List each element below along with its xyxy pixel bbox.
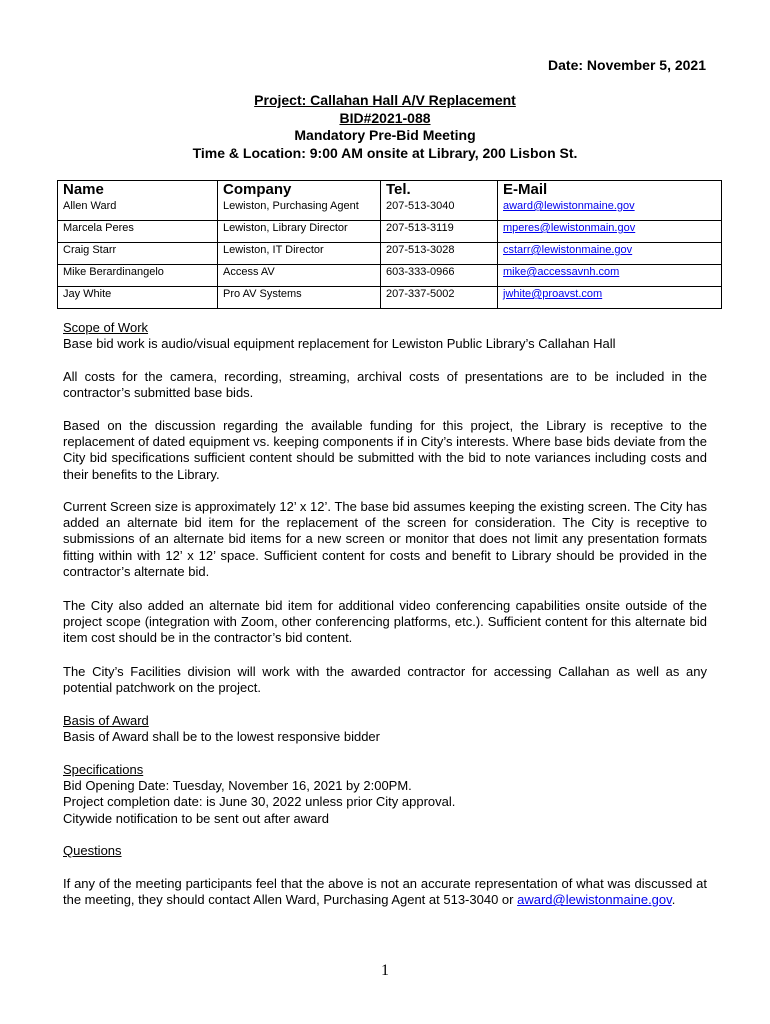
bid-number: BID#2021-088 — [339, 109, 431, 126]
questions-text: If any of the meeting participants feel that the above is not an accurate representation of what was discussed at the meeting, they should contact Allen Ward, Purchasing Agent at 513-3040 or — [63, 876, 707, 908]
attendee-email-link[interactable]: jwhite@proavst.com — [503, 288, 603, 300]
attendee-tel: 207-337-5002 — [381, 287, 498, 309]
attendee-company: Access AV — [218, 265, 381, 287]
attendee-name: Jay White — [58, 287, 218, 309]
attendee-email-link[interactable]: mperes@lewistonmain.gov — [503, 222, 636, 234]
questions-paragraph — [63, 876, 707, 908]
attendee-name: Mike Berardinangelo — [58, 265, 218, 287]
table-row — [58, 243, 722, 265]
attendee-tel: 603-333-0966 — [381, 265, 498, 287]
questions-heading-text: Questions — [63, 843, 122, 858]
award-heading: Basis of Award — [63, 713, 149, 728]
attendee-table — [57, 180, 722, 309]
table-row — [58, 265, 722, 287]
meeting-title: Mandatory Pre-Bid Meeting — [294, 127, 476, 143]
scope-paragraph-conferencing: The City also added an alternate bid item for additional video conferencing capabilities onsite outside of the project scope (integration with Zoom, other conferencing platforms, etc.). Sufficient content for this alternate bid item cost should be in the contractor’s bid content. — [63, 598, 707, 646]
page-number: 1 — [381, 962, 389, 979]
project-title: Project: Callahan Hall A/V Replacement — [254, 92, 516, 108]
scope-paragraph-costs: All costs for the camera, recording, streaming, archival costs of presentations are to be included in the contractor’s submitted base bids. — [63, 369, 707, 401]
scope-section — [63, 320, 707, 352]
attendee-name: Craig Starr — [58, 243, 218, 265]
time-location: Time & Location: 9:00 AM onsite at Library, 200 Lisbon St. — [192, 144, 578, 161]
questions-end: . — [671, 892, 676, 908]
document-header — [0, 92, 770, 162]
attendee-email-link[interactable]: award@lewistonmaine.gov — [503, 200, 635, 212]
column-header-email: E-Mail — [498, 181, 722, 200]
document-date: Date: November 5, 2021 — [548, 57, 706, 73]
award-text: Basis of Award shall be to the lowest responsive bidder — [63, 729, 380, 745]
attendee-email-link[interactable]: mike@accessavnh.com — [503, 266, 620, 278]
contact-email-link[interactable]: award@lewistonmaine.gov — [517, 892, 672, 908]
attendee-company: Pro AV Systems — [218, 287, 381, 309]
specifications-heading: Specifications — [63, 762, 144, 777]
questions-heading — [63, 843, 707, 859]
table-row — [58, 221, 722, 243]
scope-heading: Scope of Work — [63, 320, 149, 335]
attendee-company: Lewiston, Purchasing Agent — [218, 199, 381, 221]
column-header-name: Name — [58, 181, 218, 200]
column-header-tel: Tel. — [381, 181, 498, 200]
attendee-name: Marcela Peres — [58, 221, 218, 243]
attendee-email-link[interactable]: cstarr@lewistonmaine.gov — [503, 244, 633, 256]
project-completion-date: Project completion date: is June 30, 2022 unless prior City approval. — [63, 794, 456, 810]
attendee-company: Lewiston, IT Director — [218, 243, 381, 265]
table-row — [58, 287, 722, 309]
attendee-tel: 207-513-3028 — [381, 243, 498, 265]
attendee-name: Allen Ward — [58, 199, 218, 221]
specifications-section — [63, 762, 707, 827]
award-section — [63, 713, 707, 745]
attendee-tel: 207-513-3040 — [381, 199, 498, 221]
table-row — [58, 199, 722, 221]
column-header-company: Company — [218, 181, 381, 200]
table-header-row — [58, 181, 722, 200]
notification-note: Citywide notification to be sent out after award — [63, 810, 329, 826]
scope-summary: Base bid work is audio/visual equipment replacement for Lewiston Public Library’s Callahan Hall — [63, 336, 616, 352]
attendee-company: Lewiston, Library Director — [218, 221, 381, 243]
bid-opening-date: Bid Opening Date: Tuesday, November 16, 2021 by 2:00PM. — [63, 778, 412, 794]
attendee-tel: 207-513-3119 — [381, 221, 498, 243]
scope-paragraph-facilities: The City’s Facilities division will work with the awarded contractor for accessing Callahan as well as any potential patchwork on the project. — [63, 664, 707, 696]
scope-paragraph-screen: Current Screen size is approximately 12’ x 12’. The base bid assumes keeping the existing screen. The City has added an alternate bid item for the replacement of the screen for consideration. The City is receptive to submissions of an alternate bid items for a new screen or monitor that does not limit any presentation formats fitting within with 12’ x 12’ space. Sufficient content for costs and benefit to Library should be provided in the contractor’s alternate bid. — [63, 499, 707, 579]
scope-paragraph-funding: Based on the discussion regarding the available funding for this project, the Library is receptive to the replacement of dated equipment vs. keeping components if in City’s interests. Where base bids deviate from the City bid specifications sufficient content should be submitted with the bid to note variances including costs and their benefits to the Library. — [63, 418, 707, 482]
